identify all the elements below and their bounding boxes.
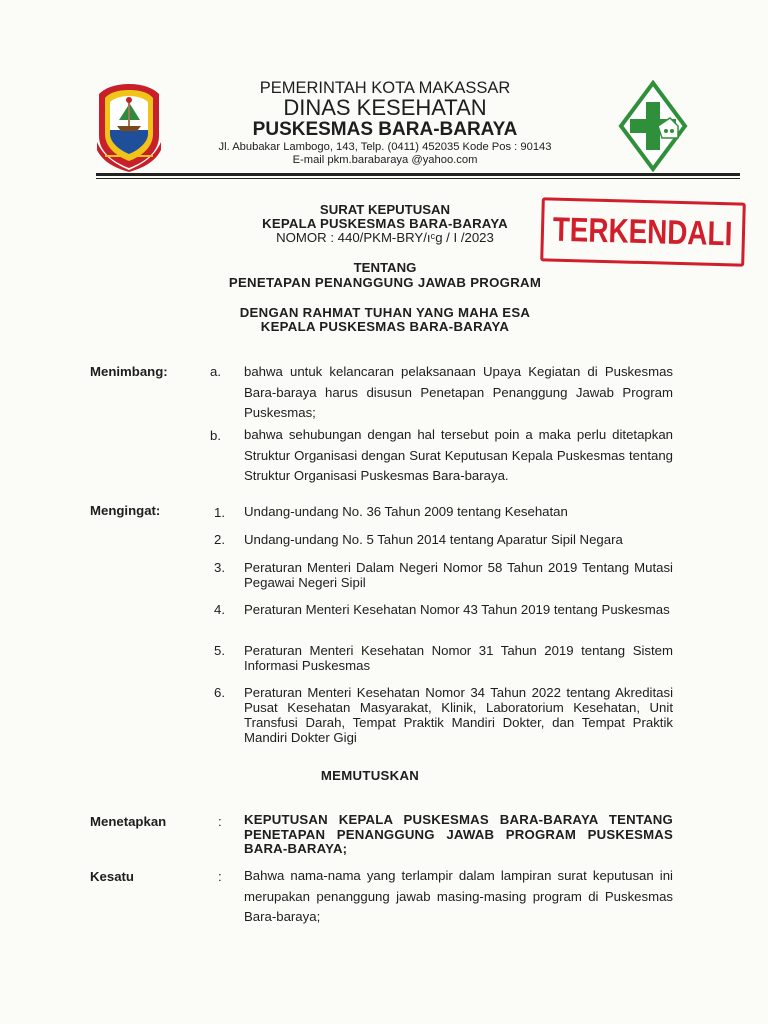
- city-seal-logo: [93, 80, 165, 172]
- puskesmas-cross-icon: [618, 80, 688, 172]
- title-line-1: SURAT KEPUTUSAN: [319, 202, 451, 217]
- mengingat-item-2: Undang-undang No. 5 Tahun 2014 tentang Aparatur Sipil Negara: [244, 532, 623, 547]
- header-line-1: PEMERINTAH KOTA MAKASSAR: [259, 79, 511, 97]
- kesatu-colon: :: [218, 869, 222, 884]
- memutuskan-heading: MEMUTUSKAN: [320, 768, 420, 783]
- header-email: E-mail pkm.barabaraya @yahoo.com: [292, 154, 478, 166]
- makassar-city-seal-icon: [93, 80, 165, 172]
- menimbang-marker-a: a.: [210, 364, 221, 379]
- mengingat-item-5: Peraturan Menteri Kesehatan Nomor 31 Tahun 2019 tentang Sistem Informasi Puskesmas: [244, 643, 673, 673]
- menimbang-label: Menimbang:: [90, 364, 168, 379]
- subject-heading: PENETAPAN PENANGGUNG JAWAB PROGRAM: [228, 275, 542, 290]
- tentang-heading: TENTANG: [353, 260, 417, 275]
- menimbang-marker-b: b.: [210, 428, 221, 443]
- mengingat-marker-4: 4.: [214, 602, 225, 617]
- mengingat-marker-3: 3.: [214, 560, 225, 575]
- menetapkan-text: KEPUTUSAN KEPALA PUSKESMAS BARA-BARAYA TENTANG PENETAPAN PENANGGUNG JAWAB PROGRAM PUSKESMAS BARA-BARAYA;: [244, 812, 673, 856]
- menetapkan-colon: :: [218, 814, 222, 829]
- menimbang-item-b: bahwa sehubungan dengan hal tersebut poin a maka perlu ditetapkan Struktur Organisasi dengan Surat Keputusan Kepala Puskesmas tentang Struktur Organisasi Puskesmas Bara-baraya.: [244, 427, 673, 483]
- mengingat-label: Mengingat:: [90, 503, 161, 518]
- letterhead-divider: [96, 173, 740, 179]
- mengingat-item-1: Undang-undang No. 36 Tahun 2009 tentang Kesehatan: [244, 504, 568, 519]
- mengingat-marker-5: 5.: [214, 643, 225, 658]
- title-line-2: KEPALA PUSKESMAS BARA-BARAYA: [262, 216, 508, 231]
- kesatu-label: Kesatu: [90, 869, 134, 884]
- rahmat-line-2: KEPALA PUSKESMAS BARA-BARAYA: [260, 319, 510, 334]
- header-line-3: PUSKESMAS BARA-BARAYA: [252, 119, 518, 140]
- title-number: NOMOR : 440/PKM-BRY/ıᶜg / I /2023: [276, 230, 494, 245]
- mengingat-marker-2: 2.: [214, 532, 225, 547]
- header-address: Jl. Abubakar Lambogo, 143, Telp. (0411) 452035 Kode Pos : 90143: [218, 141, 552, 153]
- rahmat-line-1: DENGAN RAHMAT TUHAN YANG MAHA ESA: [239, 305, 531, 320]
- puskesmas-logo: [618, 80, 688, 172]
- mengingat-item-4: Peraturan Menteri Kesehatan Nomor 43 Tahun 2019 tentang Puskesmas: [244, 602, 670, 617]
- terkendali-stamp: [540, 197, 746, 266]
- menetapkan-label: Menetapkan: [90, 814, 167, 829]
- kesatu-text: Bahwa nama-nama yang terlampir dalam lampiran surat keputusan ini merupakan penanggung jawab masing-masing program di Puskesmas Bara-baraya;: [244, 868, 673, 924]
- stamp-text: TERKENDALI: [552, 210, 734, 253]
- menimbang-item-a: bahwa untuk kelancaran pelaksanaan Upaya Kegiatan di Puskesmas Bara-baraya harus disusun Penetapan Penanggung Jawab Program Puskesmas;: [244, 364, 673, 420]
- mengingat-item-3: Peraturan Menteri Dalam Negeri Nomor 58 Tahun 2019 Tentang Mutasi Pegawai Negeri Sipil: [244, 560, 673, 590]
- mengingat-item-6: Peraturan Menteri Kesehatan Nomor 34 Tahun 2022 tentang Akreditasi Pusat Kesehatan Masyarakat, Klinik, Laboratorium Kesehatan, Unit Transfusi Darah, Tempat Praktik Mandiri Dokter, dan Tempat Praktik Mandiri Dokter Gigi: [244, 685, 673, 745]
- mengingat-marker-1: 1.: [214, 505, 225, 520]
- mengingat-marker-6: 6.: [214, 685, 225, 700]
- header-line-2: DINAS KESEHATAN: [283, 95, 487, 120]
